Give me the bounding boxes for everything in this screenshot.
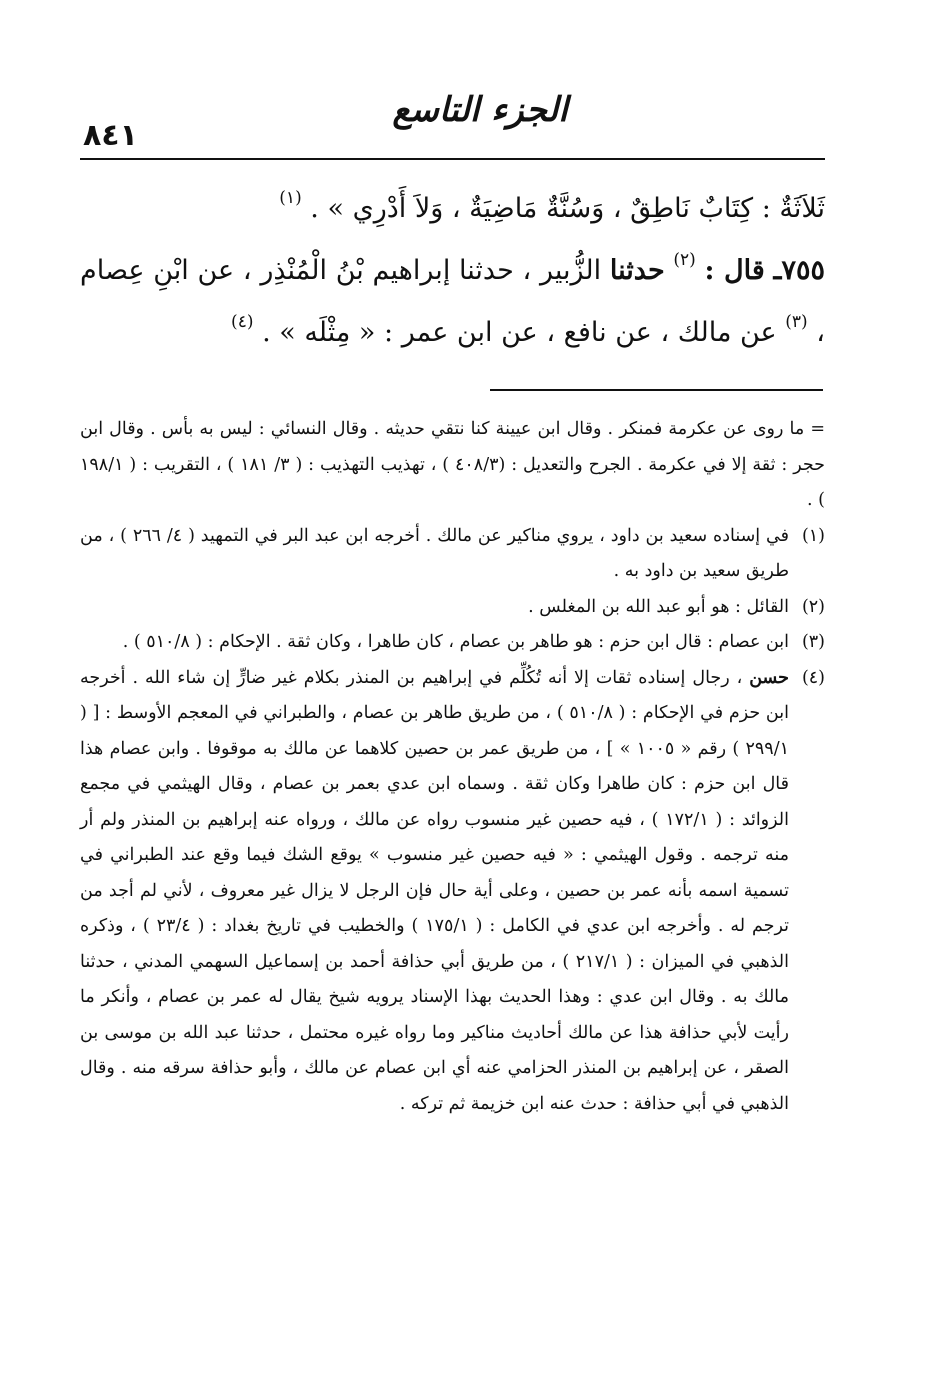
isnad-part-b: عن مالك ، عن نافع ، عن ابن عمر : « مِثْلَه » . <box>262 317 777 348</box>
footnote-number: (٢) <box>801 596 825 617</box>
footnote-text: ، رجال إسناده ثقات إلا أنه تُكُلِّم في إبراهيم بن المنذر بكلام غير ضارٍّ إن شاء الله . أخرجه ابن حزم في الإحكام : ( ٥١٠/٨ ) ، من طريق طاهر بن عصام ، والطبراني في المعجم الأوسط : [ ( ٢٩٩/١ ) رقم « ١٠٠٥ » ] ، من طريق عمر بن حصين كلاهما عن مالك به موقوفا . وابن عصام هذا قال ابن حزم : كان طاهرا وكان ثقة . وسماه ابن عدي بعمر بن عصام ، وقال الهيثمي في مجمع الزوائد : ( ١٧٢/١ ) ، فيه حصين غير منسوب رواه عن مالك ، ورواه عنه إبراهيم بن المنذر ولم أر منه ترجمه . وقول الهيثمي : « فيه حصين غير منسوب » يوقع الشك فيما وقع عند الطبراني في تسمية اسمه بأنه عمر بن حصين ، وعلى أية حال فإن الرجل لا يزال غير معروف ، لأني لم أجد من ترجم له . وأخرجه ابن عدي في الكامل : ( ١٧٥/١ ) والخطيب في تاريخ بغداد : ( ٢٣/٤ ) ، وذكره الذهبي في الميزان : ( ٢١٧/١ ) ، من طريق أبي حذافة أحمد بن إسماعيل السهمي المدني ، حدثنا مالك به . وقال ابن عدي : وهذا الحديث بهذا الإسناد يرويه شيخ يقال له عمر بن عصام ، وأنكر ما رأيت لأبي حذافة هذا عن مالك أحاديث مناكير وما رواه غيره محتمل ، حدثنا عبد الله بن موسى بن الصقر ، عن إبراهيم بن المنذر الحزامي عنه أي ابن عصام عن مالك ، وأبو حذافة سرقه منه . وقال الذهبي في أبي حذافة : حدث عنه ابن خزيمة ثم تركه . <box>80 667 789 1114</box>
page-number: ٨٤١ <box>83 118 138 153</box>
footnote-continuation: = ما روى عن عكرمة فمنكر . وقال ابن عيينة كنا نتقي حديثه . وقال النسائي : ليس به بأس . وقال ابن حجر : ثقة إلا في عكرمة . الجرح والتعديل : (٤٠٨/٣ ) ، تهذيب التهذيب : ( ٣/ ١٨١ ) ، التقريب : ( ١٩٨/١ ) . <box>80 419 825 510</box>
footnote-number: (٤) <box>801 667 825 688</box>
footnote-number: (٣) <box>801 632 825 652</box>
footnote-2 <box>80 590 825 626</box>
footnote-separator <box>490 389 823 391</box>
footnote-text: ابن عصام : قال ابن حزم : هو طاهر بن عصام ، كان طاهرا ، وكان ثقة . الإحكام : ( ٥١٠/٨ ) . <box>122 632 789 652</box>
hadith-number: ٧٥٥ـ <box>773 255 825 286</box>
main-line-1-text: ثَلاَثَةٌ : كِتَابٌ نَاطِقٌ ، وَسُنَّةٌ مَاضِيَةٌ ، وَلاَ أَدْرِي » . <box>310 193 825 224</box>
footnote-3 <box>80 625 825 661</box>
footnote-text: القائل : هو أبو عبد الله بن المغلس . <box>528 596 789 617</box>
footnote-text: في إسناده سعيد بن داود ، يروي مناكير عن مالك . أخرجه ابن عبد البر في التمهيد ( ٤/ ٢٦٦ ) ، من طريق سعيد بن داود به . <box>80 525 789 581</box>
footnote-ref-2: (٢) <box>673 250 696 270</box>
footnote-1 <box>80 519 825 590</box>
footnote-body <box>80 661 789 1123</box>
isnad-part-a: الزُّبير ، حدثنا إبراهيم بْنُ الْمُنْذِر ، عن ابْنِ عِصام ، <box>80 255 825 348</box>
qala-word: قال : <box>704 255 765 286</box>
footnotes <box>80 412 825 1122</box>
main-text <box>80 178 825 364</box>
footnote-4 <box>80 661 825 1123</box>
hadith-paragraph <box>80 240 825 364</box>
grading-label: حسن <box>749 667 789 688</box>
footnote-number: (١) <box>801 525 825 546</box>
header-divider <box>80 158 825 160</box>
footnote-ref-3: (٣) <box>785 312 808 332</box>
haddathana-word: حدثنا <box>609 255 665 286</box>
running-title: الجزء التاسع <box>392 90 568 130</box>
footnote-ref-4: (٤) <box>231 312 254 332</box>
main-line-1 <box>80 178 825 240</box>
footnote-ref-1: (١) <box>279 188 302 208</box>
